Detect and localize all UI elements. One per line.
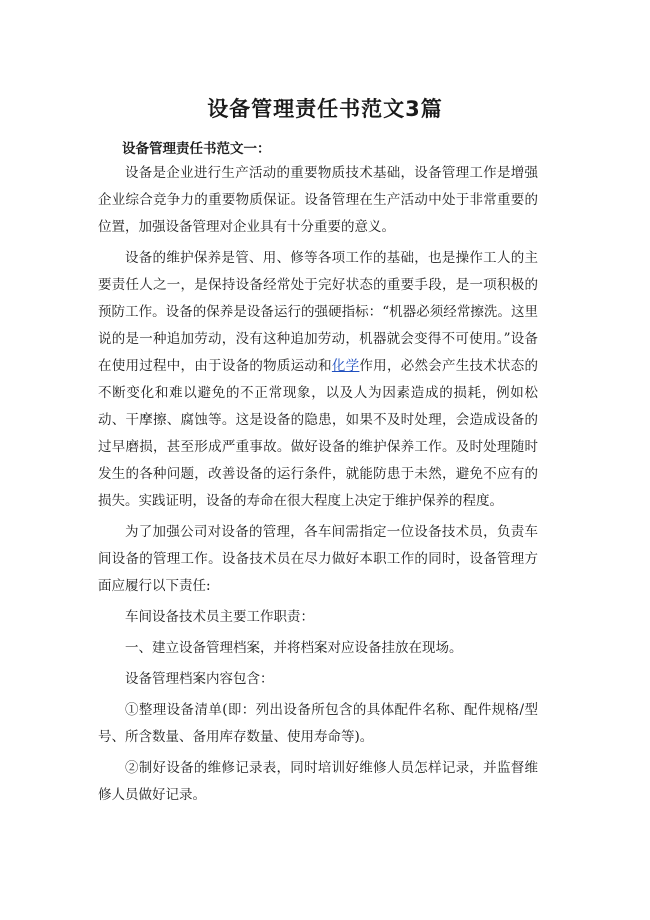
list-item-repair-record: ②制好设备的维修记录表，同时培训好维修人员怎样记录，并监督维修人员做好记录。 xyxy=(98,760,538,803)
paragraph-text: 设备的维护保养是管、用、修等各项工作的基础，也是操作工人的主要责任人之一，是保持设备经常处于完好状态的重要手段，是一项积极的预防工作。设备的保养是设备运行的强硬指标：“机器必须经常擦洗。这里说的是一种追加劳动，没有这种追加劳动，机器就会变得不可使用。”设备在使用过程中，由于设备的物质运动和 xyxy=(98,250,538,374)
section-heading: 设备管理责任书范文一： xyxy=(122,141,271,157)
list-item-equipment-list: ①整理设备清单(即：列出设备所包含的具体配件名称、配件规格/型号、所含数量、备用库存数量、使用寿命等)。 xyxy=(98,702,538,745)
list-item-archive: 一、建立设备管理档案，并将档案对应设备挂放在现场。 xyxy=(125,640,463,656)
paragraph-duties-heading: 车间设备技术员主要工作职责： xyxy=(125,609,314,625)
paragraph-intro: 设备是企业进行生产活动的重要物质技术基础，设备管理工作是增强企业综合竞争力的重要物质保证。设备管理在生产活动中处于非常重要的位置，加强设备管理对企业具有十分重要的意义。 xyxy=(98,165,538,235)
paragraph-responsibility: 为了加强公司对设备的管理，各车间需指定一位设备技术员，负责车间设备的管理工作。设备技术员在尽力做好本职工作的同时，设备管理方面应履行以下责任: xyxy=(98,524,538,594)
page-title: 设备管理责任书范文3篇 xyxy=(207,97,443,121)
chemistry-link[interactable]: 化学 xyxy=(331,358,360,374)
document-body xyxy=(98,160,538,813)
paragraph-archive-content: 设备管理档案内容包含： xyxy=(125,671,274,687)
paragraph-text: 作用，必然会产生技术状态的不断变化和难以避免的不正常现象，以及人为因素造成的损耗，例如松动、干摩擦、腐蚀等。这是设备的隐患，如果不及时处理，会造成设备的过早磨损，甚至形成严重事故。做好设备的维护保养工作。及时处理随时发生的各种问题，改善设备的运行条件，就能防患于未然，避免不应有的损失。实践证明，设备的寿命在很大程度上决定于维护保养的程度。 xyxy=(98,358,539,509)
paragraph-maintenance xyxy=(98,245,538,515)
